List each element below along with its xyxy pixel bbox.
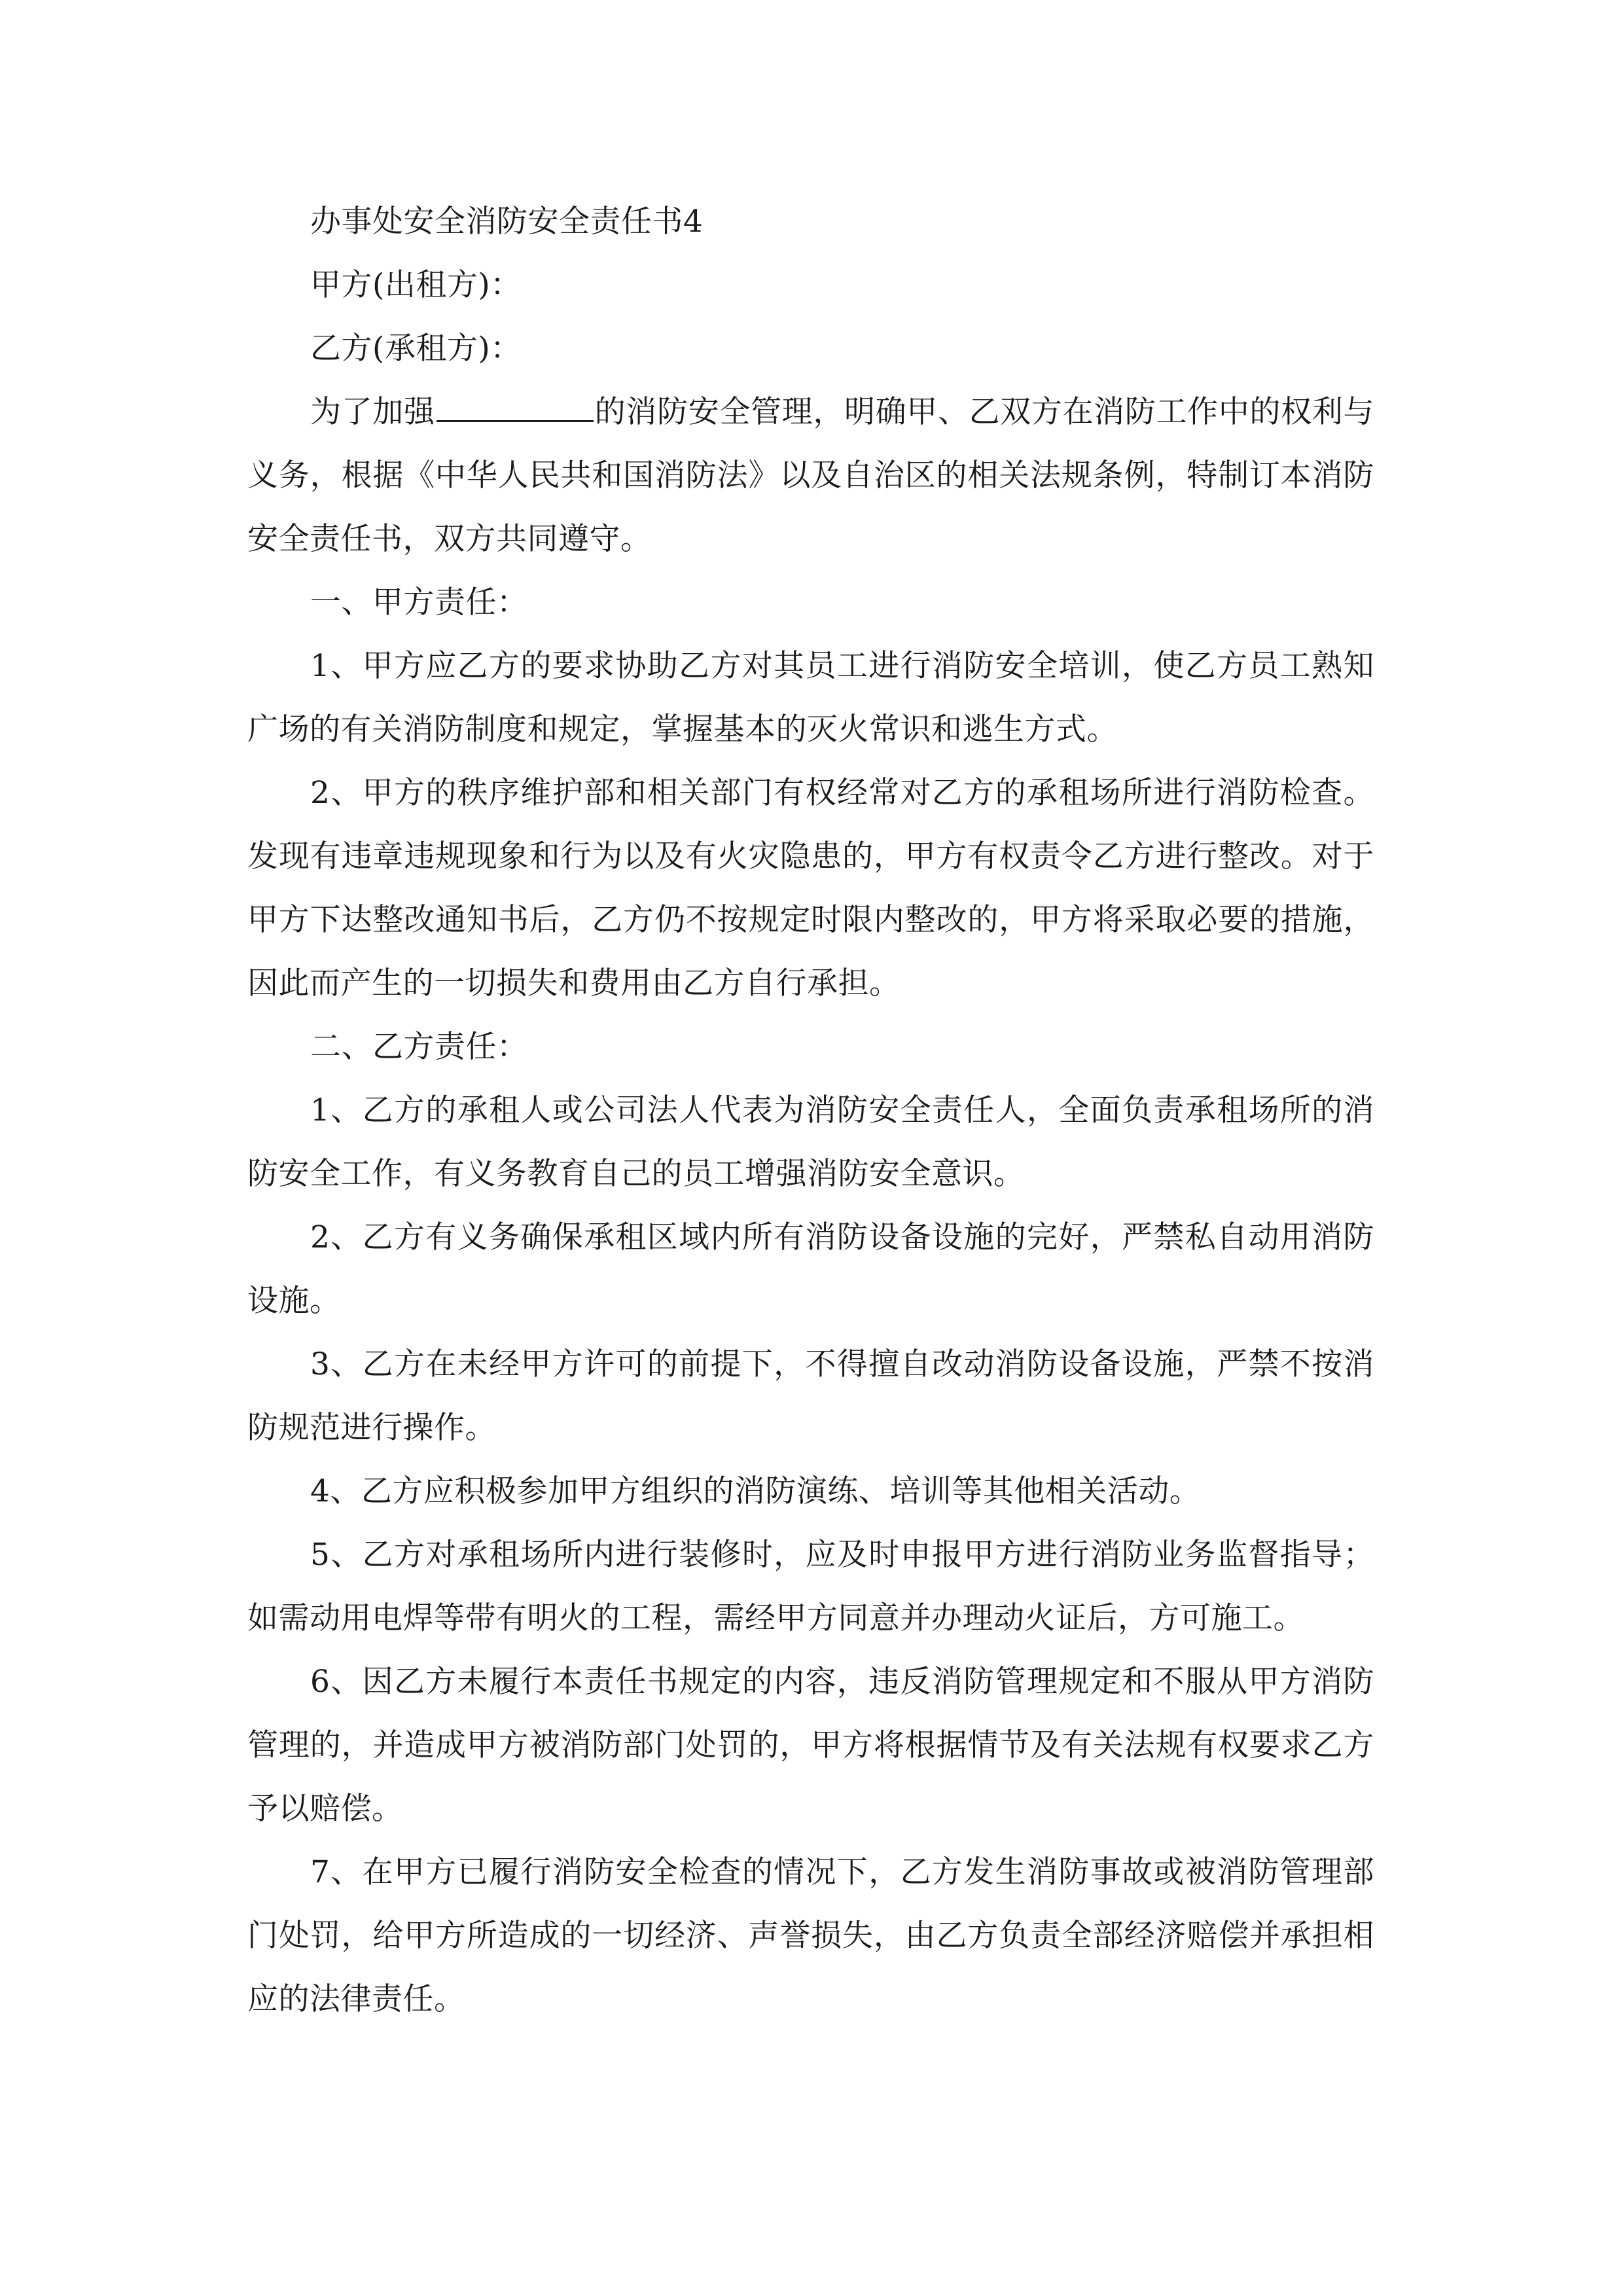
section-a-item: 2、甲方的秩序维护部和相关部门有权经常对乙方的承租场所进行消防检查。发现有违章违规现象和行为以及有火灾隐患的，甲方有权责令乙方进行整改。对于甲方下达整改通知书后，乙方仍不按规定时限内整改的，甲方将采取必要的措施，因此而产生的一切损失和费用由乙方自行承担。 (247, 775, 1374, 1001)
section-b-item: 2、乙方有义务确保承租区域内所有消防设备设施的完好，严禁私自动用消防设施。 (247, 1219, 1374, 1319)
section-b-item: 5、乙方对承租场所内进行装修时，应及时申报甲方进行消防业务监督指导；如需动用电焊等带有明火的工程，需经甲方同意并办理动火证后，方可施工。 (247, 1537, 1374, 1636)
section-a-heading: 一、甲方责任： (310, 584, 528, 620)
section-a-item: 1、甲方应乙方的要求协助乙方对其员工进行消防安全培训，使乙方员工熟知广场的有关消防制度和规定，掌握基本的灭火常识和逃生方式。 (247, 648, 1374, 747)
section-b-item: 1、乙方的承租人或公司法人代表为消防安全责任人，全面负责承租场所的消防安全工作，有义务教育自己的员工增强消防安全意识。 (247, 1092, 1374, 1192)
section-b-heading: 二、乙方责任： (310, 1029, 528, 1065)
section-b-item: 4、乙方应积极参加甲方组织的消防演练、培训等其他相关活动。 (310, 1473, 1201, 1509)
intro-after-blank: 的消防安全管理，明确甲、乙双方在消防工作中的权利与义务，根据《中华人民共和国消防法》以及自治区的相关法规条例，特制订本消防安全责任书，双方共同遵守。 (247, 394, 1375, 557)
intro-paragraph (247, 380, 1374, 571)
party-a-line: 甲方(出租方)： (310, 267, 522, 303)
section-b-item: 7、在甲方已履行消防安全检查的情况下，乙方发生消防事故或被消防管理部门处罚，给甲方所造成的一切经济、声誉损失，由乙方负责全部经济赔偿并承担相应的法律责任。 (247, 1854, 1374, 2017)
document-page (247, 190, 1374, 2031)
section-b-item: 3、乙方在未经甲方许可的前提下，不得擅自改动消防设备设施，严禁不按消防规范进行操作。 (247, 1346, 1374, 1446)
intro-before-blank: 为了加强 (310, 394, 435, 430)
fill-in-blank[interactable] (437, 391, 594, 422)
document-title: 办事处安全消防安全责任书4 (310, 204, 704, 240)
section-b-item: 6、因乙方未履行本责任书规定的内容，违反消防管理规定和不服从甲方消防管理的，并造成甲方被消防部门处罚的，甲方将根据情节及有关法规有权要求乙方予以赔偿。 (247, 1664, 1374, 1827)
party-b-line: 乙方(承租方)： (310, 331, 522, 367)
